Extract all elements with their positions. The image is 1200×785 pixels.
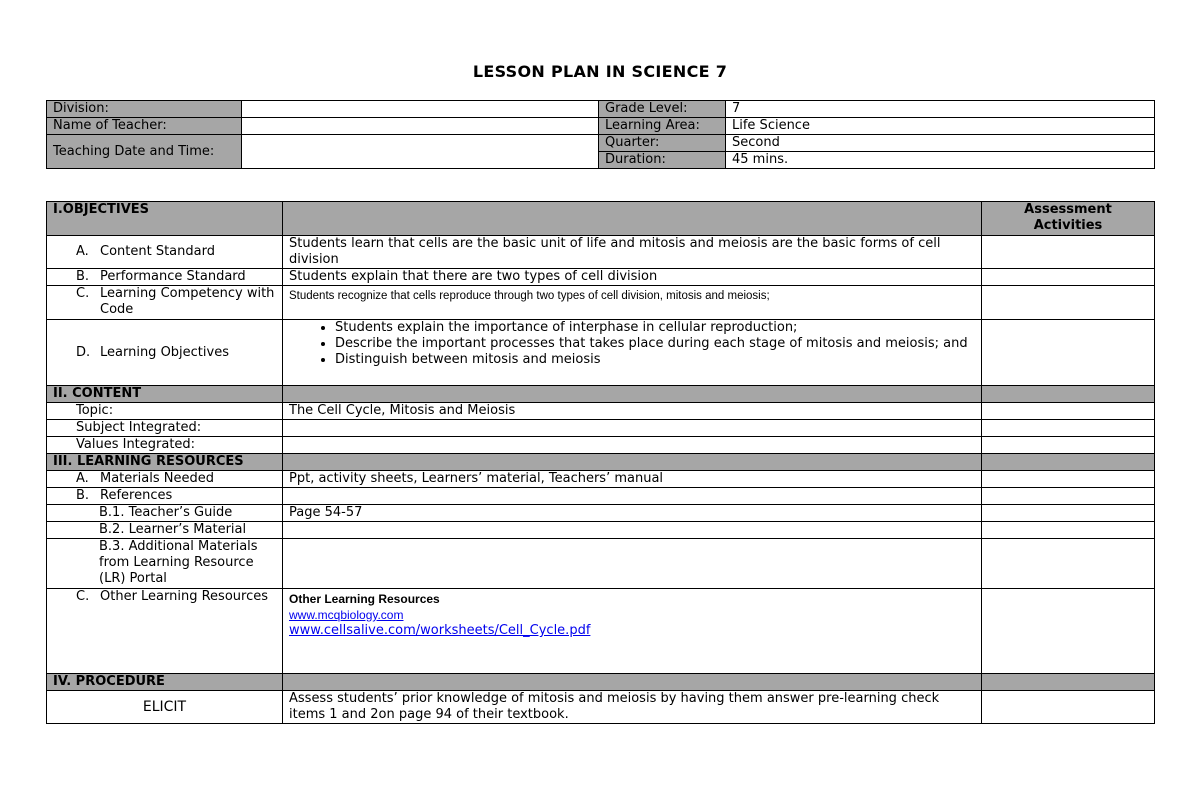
grade-level-value[interactable]: 7: [726, 101, 1155, 118]
elicit-text[interactable]: Assess students’ prior knowledge of mitosis and meiosis by having them answer pre-learning check items 1 and 2on page 94 of their textbook.: [283, 691, 982, 724]
materials-cell: [47, 471, 283, 488]
procedure-heading-blank-2: [982, 674, 1155, 691]
performance-standard-label: Performance Standard: [100, 269, 246, 284]
learners-material-assessment[interactable]: [982, 522, 1155, 539]
competency-label: Learning Competency with Code: [100, 286, 275, 317]
competency-assessment[interactable]: [982, 286, 1155, 320]
competency-text[interactable]: Students recognize that cells reproduce through two types of cell division, mitosis and meiosis;: [283, 286, 982, 320]
resources-heading-blank: [283, 454, 982, 471]
assessment-heading: Assessment Activities: [982, 202, 1155, 236]
learning-objectives-label: Learning Objectives: [100, 344, 229, 360]
quarter-label: Quarter:: [599, 135, 726, 152]
values-integrated-value[interactable]: [283, 437, 982, 454]
materials-assessment[interactable]: [982, 471, 1155, 488]
learning-objectives-list-cell: [283, 320, 982, 386]
other-resources-heading: Other Learning Resources: [289, 592, 440, 606]
materials-value[interactable]: Ppt, activity sheets, Learners’ material, Teachers’ manual: [283, 471, 982, 488]
teacher-name-label: Name of Teacher:: [47, 118, 242, 135]
values-integrated-label: Values Integrated:: [47, 437, 283, 454]
additional-materials-value[interactable]: [283, 539, 982, 589]
subject-integrated-assessment[interactable]: [982, 420, 1155, 437]
teacher-name-field[interactable]: [242, 118, 599, 135]
duration-value[interactable]: 45 mins.: [726, 152, 1155, 169]
learning-objectives-marker: D.: [76, 344, 91, 360]
header-info-table: [46, 100, 1155, 169]
learners-material-value[interactable]: [283, 522, 982, 539]
learning-area-value[interactable]: Life Science: [726, 118, 1155, 135]
elicit-assessment[interactable]: [982, 691, 1155, 724]
subject-integrated-value[interactable]: [283, 420, 982, 437]
other-resources-value: [283, 589, 982, 674]
teachers-guide-label: B.1. Teacher’s Guide: [47, 505, 283, 522]
competency-cell: [47, 286, 283, 320]
performance-standard-marker: B.: [76, 269, 90, 284]
page-title: LESSON PLAN IN SCIENCE 7: [472, 62, 728, 81]
other-resources-assessment[interactable]: [982, 589, 1155, 674]
duration-label: Duration:: [599, 152, 726, 169]
mcqbiology-link[interactable]: www.mcqbiology.com: [289, 608, 404, 622]
learners-material-label: B.2. Learner’s Material: [47, 522, 283, 539]
additional-materials-assessment[interactable]: [982, 539, 1155, 589]
references-label: References: [100, 488, 173, 503]
performance-standard-assessment[interactable]: [982, 269, 1155, 286]
procedure-heading: IV. PROCEDURE: [47, 674, 283, 691]
references-marker: B.: [76, 488, 90, 503]
content-standard-assessment[interactable]: [982, 236, 1155, 269]
learning-objective-item[interactable]: • Students explain the importance of interphase in cellular reproduction;: [335, 320, 975, 336]
learning-objectives-assessment[interactable]: [982, 320, 1155, 386]
elicit-label: ELICIT: [47, 691, 283, 724]
references-value[interactable]: [283, 488, 982, 505]
grade-level-label: Grade Level:: [599, 101, 726, 118]
content-heading-blank-2: [982, 386, 1155, 403]
teachers-guide-assessment[interactable]: [982, 505, 1155, 522]
competency-marker: C.: [76, 286, 90, 301]
learning-area-label: Learning Area:: [599, 118, 726, 135]
subject-integrated-label: Subject Integrated:: [47, 420, 283, 437]
content-standard-text[interactable]: Students learn that cells are the basic unit of life and mitosis and meiosis are the basic forms of cell division: [283, 236, 982, 269]
content-standard-label: Content Standard: [100, 244, 215, 259]
topic-value[interactable]: The Cell Cycle, Mitosis and Meiosis: [283, 403, 982, 420]
other-resources-label: Other Learning Resources: [100, 589, 269, 604]
topic-assessment[interactable]: [982, 403, 1155, 420]
quarter-value[interactable]: Second: [726, 135, 1155, 152]
division-label: Division:: [47, 101, 242, 118]
teaching-date-label: Teaching Date and Time:: [47, 135, 242, 169]
learning-objectives-list: [289, 320, 975, 368]
materials-label: Materials Needed: [100, 471, 214, 486]
topic-label: Topic:: [47, 403, 283, 420]
content-heading: II. CONTENT: [47, 386, 283, 403]
values-integrated-assessment[interactable]: [982, 437, 1155, 454]
lesson-plan-table: [46, 201, 1155, 724]
teachers-guide-value[interactable]: Page 54-57: [283, 505, 982, 522]
teaching-date-field[interactable]: [242, 135, 599, 169]
performance-standard-cell: [47, 269, 283, 286]
objectives-heading: I.OBJECTIVES: [47, 202, 283, 236]
other-resources-cell: [47, 589, 283, 674]
learning-objective-item[interactable]: • Describe the important processes that takes place during each stage of mitosis and meiosis; and: [335, 336, 975, 352]
references-assessment[interactable]: [982, 488, 1155, 505]
learning-objective-item[interactable]: • Distinguish between mitosis and meiosis: [335, 352, 975, 368]
learning-objectives-cell: [47, 320, 283, 386]
content-heading-blank: [283, 386, 982, 403]
division-field[interactable]: [242, 101, 599, 118]
objectives-heading-blank: [283, 202, 982, 236]
materials-marker: A.: [76, 471, 89, 486]
content-standard-marker: A.: [76, 244, 89, 259]
content-standard-cell: [47, 236, 283, 269]
resources-heading-blank-2: [982, 454, 1155, 471]
references-cell: [47, 488, 283, 505]
resources-heading: III. LEARNING RESOURCES: [47, 454, 283, 471]
performance-standard-text[interactable]: Students explain that there are two types of cell division: [283, 269, 982, 286]
other-resources-marker: C.: [76, 589, 90, 604]
procedure-heading-blank: [283, 674, 982, 691]
cellsalive-link[interactable]: www.cellsalive.com/worksheets/Cell_Cycle.pdf: [289, 623, 591, 638]
additional-materials-label: B.3. Additional Materials from Learning Resource (LR) Portal: [47, 539, 283, 589]
